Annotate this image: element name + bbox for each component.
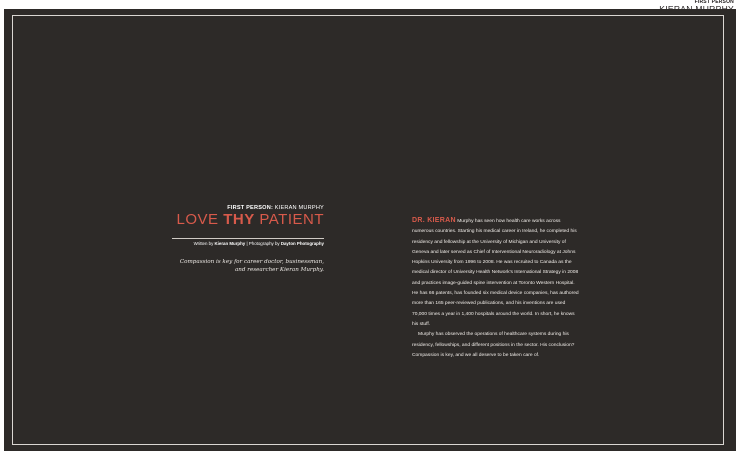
magazine-spread	[4, 9, 736, 451]
headline-part-2: PATIENT	[254, 211, 324, 228]
title-block	[172, 205, 324, 274]
deck-text: Compassion is key for career doctor, businessman, and researcher Kieran Murphy.	[179, 258, 324, 273]
byline-written-by: Written by	[193, 240, 215, 246]
article-body	[412, 216, 580, 361]
kicker-name: KIERAN MURPHY	[273, 205, 324, 211]
byline-photographer: Dayton Photography	[280, 240, 324, 246]
running-header-section: FIRST PERSON	[694, 0, 734, 5]
page-frame	[12, 15, 724, 445]
lead-in: DR. KIERAN	[412, 217, 456, 224]
credit-divider	[172, 238, 324, 239]
byline-separator: | Photography by	[245, 240, 281, 246]
paragraph-1-text: Murphy has seen how health care works across numerous countries. Starting his medical career in Ireland, he completed his residency and fellowship at the University of Michigan and University of Geneva and later served as Chief of Interventional Neuroradiology at Johns Hopkins University from 1996 to 2008. He was recruited to Canada as the medical director of University Health Network's International Strategy in 2008 and practices image-guided spine intervention at Toronto Western Hospital. He has 66 patents, has founded six medical device companies, has authored more than 165 peer-reviewed publications, and his inventions are used 70,000 times a year in 1,400 hospitals around the world. In short, he knows his stuff.	[412, 219, 579, 327]
body-paragraph-1	[412, 216, 580, 330]
headline-emphasis: THY	[223, 211, 255, 228]
byline	[172, 241, 324, 246]
kicker-section: FIRST PERSON:	[227, 205, 274, 211]
body-paragraph-2: Murphy has observed the operations of healthcare systems during his residency, fellowships, and different positions in the sector. His conclusion? Compassion is key, and we all deserve to be taken care of.	[412, 332, 575, 358]
byline-author: Kieran Murphy	[214, 240, 246, 246]
headline-part-1: LOVE	[176, 211, 224, 228]
headline	[172, 212, 324, 228]
